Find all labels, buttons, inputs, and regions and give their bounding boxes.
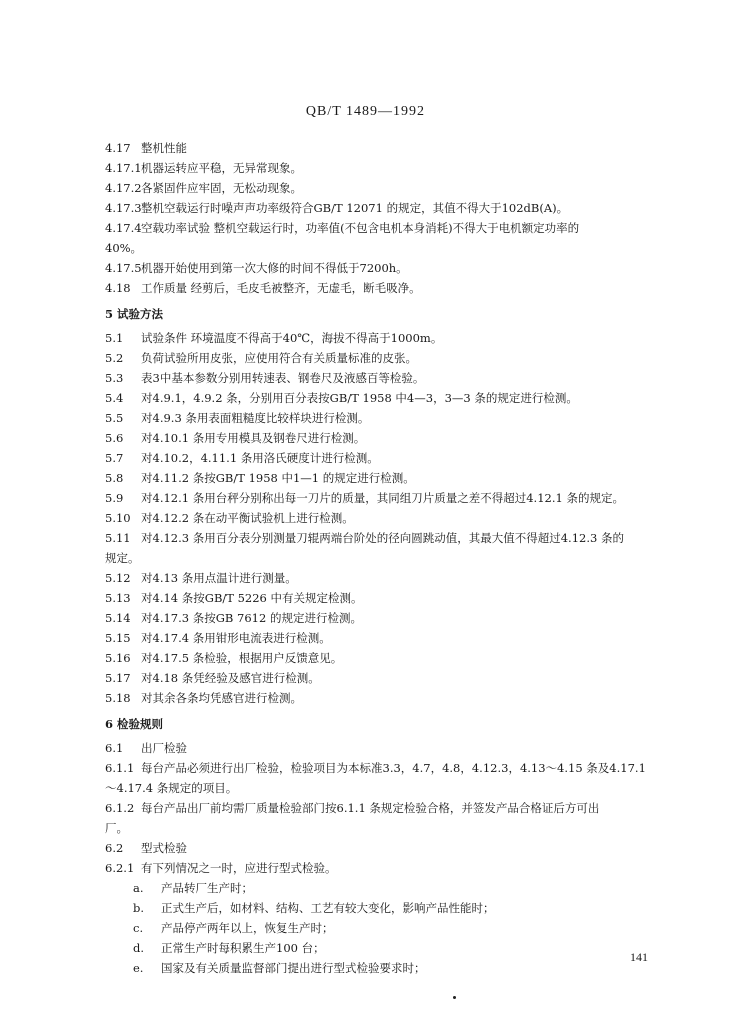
clause-line [105,508,665,528]
clause-text: 出厂检验 [141,741,187,755]
clause-text: 规定。 [105,551,140,565]
clause-number: 4.17.1 [105,161,142,175]
clause-text: ～4.17.4 条规定的项目。 [105,781,238,795]
clause-number: 5.4 [105,391,124,405]
clause-number: 5.14 [105,611,131,625]
clause-group-4 [105,138,665,298]
clause-number: 4.17.2 [105,181,142,195]
clause-text: 每台产品必须进行出厂检验，检验项目为本标准3.3，4.7，4.8，4.12.3，4.13～4.15 条及4.17.1 [141,761,646,775]
clause-line [105,778,665,798]
clause-line [105,408,665,428]
clause-line [105,348,665,368]
clause-line [105,138,665,158]
section-heading-6: 6 检验规则 [105,717,164,731]
list-item-label: a. [133,881,144,895]
clause-line [105,668,665,688]
clause-line [105,448,665,468]
clause-text: 对4.10.2，4.11.1 条用洛氏硬度计进行检测。 [141,451,379,465]
clause-text: 负荷试验所用皮张，应使用符合有关质量标准的皮张。 [141,351,417,365]
clause-number: 5.3 [105,371,124,385]
clause-number: 5.6 [105,431,124,445]
list-item-label: c. [133,921,144,935]
clause-line [105,758,665,778]
clause-line [105,238,665,258]
clause-number: 6.1.1 [105,761,135,775]
clause-text: 对4.17.5 条检验，根据用户反馈意见。 [141,651,343,665]
clause-line [105,258,665,278]
clause-text: 型式检验 [141,841,187,855]
clause-line [105,388,665,408]
clause-line [105,328,665,348]
clause-number: 5.13 [105,591,131,605]
clause-text: 表3中基本参数分别用转速表、钢卷尺及液感百等检验。 [141,371,425,385]
clause-number: 6.1 [105,741,124,755]
clause-line [105,198,665,218]
clause-text: 对4.11.2 条按GB/T 1958 中1—1 的规定进行检测。 [141,471,415,485]
clause-number: 5.15 [105,631,131,645]
clause-text: 对4.12.3 条用百分表分别测量刀辊两端台阶处的径向圆跳动值，其最大值不得超过4.12.3 条的 [141,531,624,545]
clause-number: 5.17 [105,671,131,685]
clause-text: 对4.17.3 条按GB 7612 的规定进行检测。 [141,611,362,625]
clause-number: 5.9 [105,491,124,505]
clause-number: 4.17.5 [105,261,142,275]
clause-number: 5.1 [105,331,124,345]
clause-line [105,818,665,838]
clause-line [105,738,665,758]
clause-line [105,218,665,238]
clause-text: 厂。 [105,821,128,835]
clause-text: 空载功率试验 整机空载运行时，功率值(不包含电机本身消耗)不得大于电机额定功率的 [141,221,580,235]
clause-text: 对4.18 条凭经验及感官进行检测。 [141,671,320,685]
scan-speck [453,996,456,999]
clause-text: 对4.12.1 条用台秤分别称出每一刀片的质量，其同组刀片质量之差不得超过4.12.1 条的规定。 [141,491,624,505]
clause-line [105,548,665,568]
list-item-text: 正常生产时每积累生产100 台； [161,941,325,955]
clause-line [105,368,665,388]
list-item [105,918,665,938]
clause-number: 4.17 [105,141,131,155]
list-item-label: e. [133,961,144,975]
clause-text: 每台产品出厂前均需厂质量检验部门按6.1.1 条规定检验合格，并签发产品合格证后方可出 [141,801,600,815]
clause-number: 5.7 [105,451,124,465]
list-item [105,958,665,978]
clause-text: 工作质量 经剪后，毛皮毛被整齐，无虚毛，断毛吸净。 [141,281,421,295]
clause-line [105,838,665,858]
page-number: 141 [630,950,648,964]
clause-text: 对4.14 条按GB/T 5226 中有关规定检测。 [141,591,363,605]
clause-line [105,488,665,508]
list-item-label: d. [133,941,145,955]
list-item-text: 产品转厂生产时； [161,881,253,895]
clause-group-6 [105,738,665,878]
clause-line [105,428,665,448]
clause-number: 5.12 [105,571,131,585]
list-item [105,898,665,918]
clause-number: 5.16 [105,651,131,665]
clause-number: 5.18 [105,691,131,705]
list-item-text: 正式生产后，如材料、结构、工艺有较大变化，影响产品性能时； [161,901,495,915]
clause-group-5 [105,328,665,708]
clause-text: 对4.17.4 条用钳形电流表进行检测。 [141,631,331,645]
clause-line [105,468,665,488]
clause-line [105,528,665,548]
clause-line [105,608,665,628]
clause-number: 6.1.2 [105,801,135,815]
clause-line [105,688,665,708]
clause-line [105,568,665,588]
clause-text: 40%。 [105,241,143,255]
clause-text: 整机空载运行时噪声声功率级符合GB/T 12071 的规定，其值不得大于102dB(A)。 [141,201,569,215]
list-item-text: 国家及有关质量监督部门提出进行型式检验要求时； [161,961,426,975]
clause-line [105,798,665,818]
clause-number: 5.5 [105,411,124,425]
clause-number: 5.2 [105,351,124,365]
condition-list [105,878,665,978]
clause-text: 机器运转应平稳，无异常现象。 [141,161,302,175]
clause-number: 4.17.3 [105,201,142,215]
clause-line [105,158,665,178]
clause-line [105,648,665,668]
clause-line [105,858,665,878]
clause-number: 4.17.4 [105,221,142,235]
clause-text: 对其余各条均凭感官进行检测。 [141,691,302,705]
list-item [105,938,665,958]
clause-number: 6.2.1 [105,861,135,875]
clause-line [105,628,665,648]
clause-number: 4.18 [105,281,131,295]
clause-text: 对4.9.1，4.9.2 条，分别用百分表按GB/T 1958 中4—3，3—3 条的规定进行检测。 [141,391,578,405]
clause-text: 对4.12.2 条在动平衡试验机上进行检测。 [141,511,354,525]
document-body [105,138,665,978]
clause-text: 有下列情况之一时，应进行型式检验。 [141,861,337,875]
list-item-label: b. [133,901,145,915]
clause-number: 5.8 [105,471,124,485]
clause-text: 试验条件 环境温度不得高于40℃，海拔不得高于1000m。 [141,331,443,345]
list-item [105,878,665,898]
clause-text: 机器开始使用到第一次大修的时间不得低于7200h。 [141,261,408,275]
clause-text: 各紧固件应牢固，无松动现象。 [141,181,302,195]
section-heading-5: 5 试验方法 [105,307,164,321]
clause-text: 对4.13 条用点温计进行测量。 [141,571,297,585]
clause-text: 对4.9.3 条用表面粗糙度比较样块进行检测。 [141,411,370,425]
clause-text: 对4.10.1 条用专用模具及钢卷尺进行检测。 [141,431,366,445]
clause-number: 5.10 [105,511,131,525]
list-item-text: 产品停产两年以上，恢复生产时； [161,921,334,935]
page-header: QB/T 1489—1992 [305,104,426,119]
clause-number: 5.11 [105,531,131,545]
clause-line [105,278,665,298]
clause-text: 整机性能 [141,141,187,155]
clause-line [105,588,665,608]
clause-number: 6.2 [105,841,124,855]
clause-line [105,178,665,198]
